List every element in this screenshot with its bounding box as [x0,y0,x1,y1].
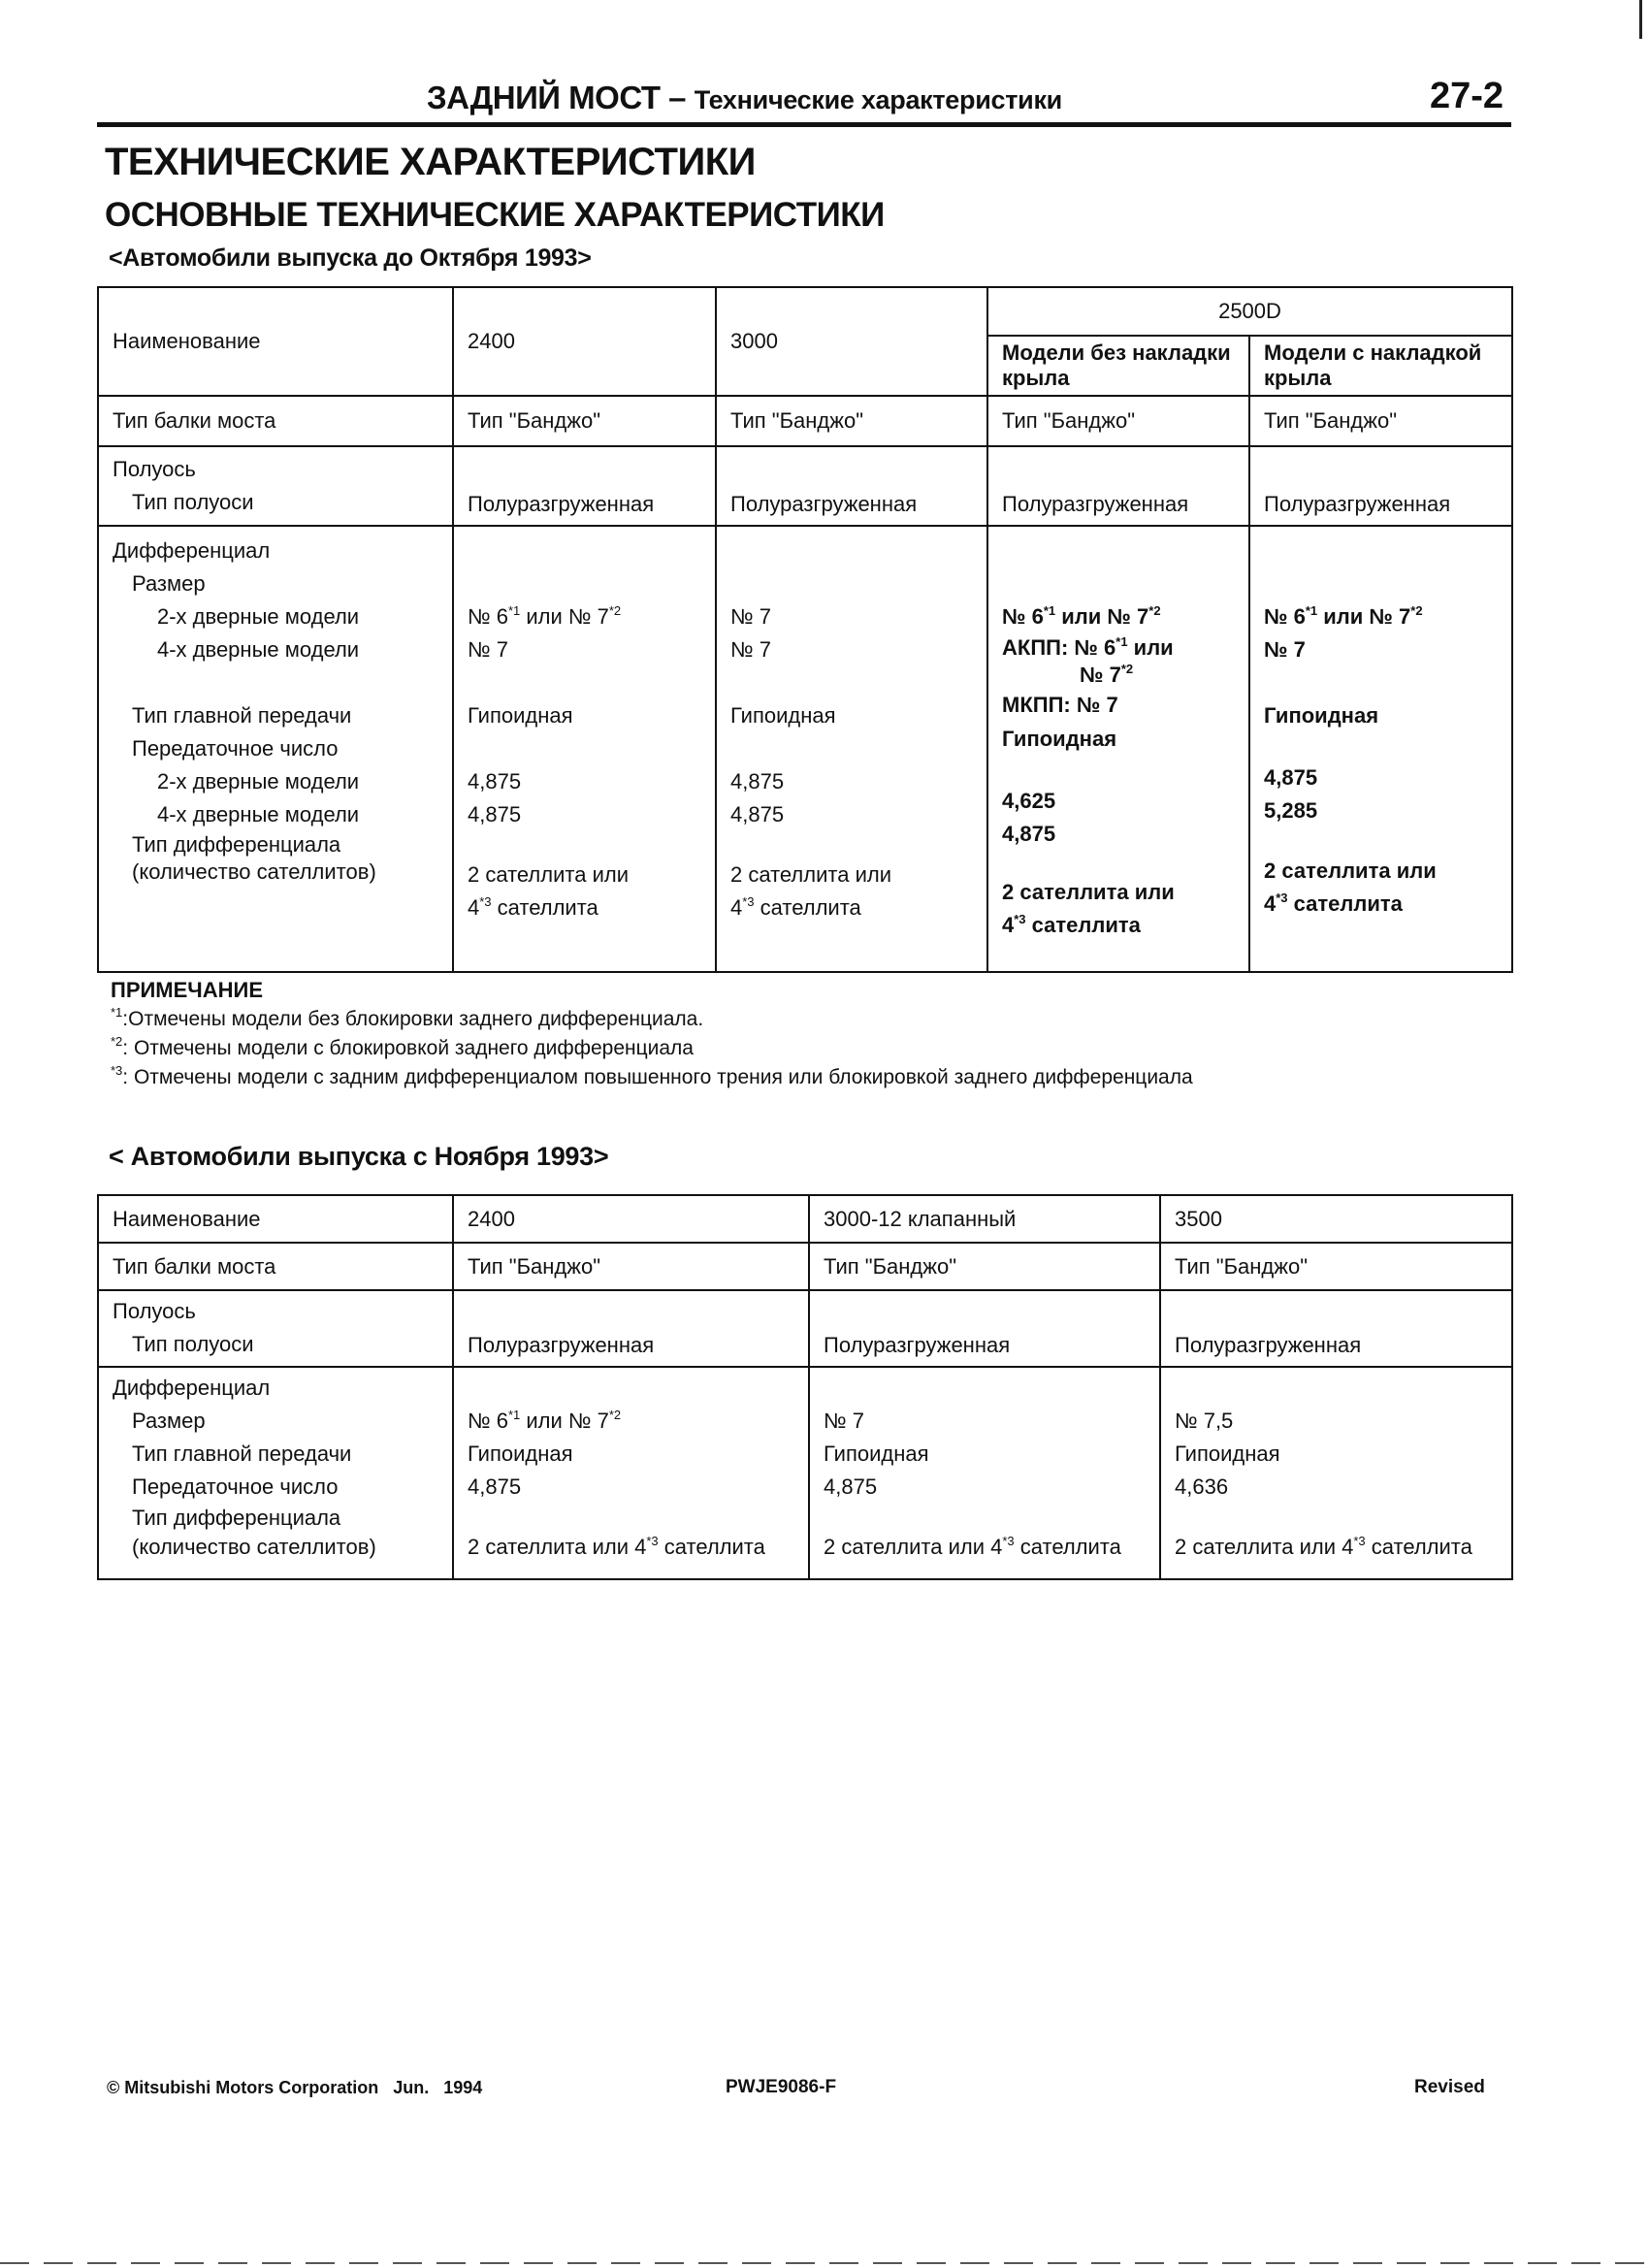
footer-doc-code: PWJE9086-F [726,2077,837,2097]
cell-2500d-no-flare-axle-type: Тип "Банджо" [987,396,1249,446]
cell-2400-differential: № 6$^{*1}$ или № 7$^{*2}$ Гипоидная 4,875 2 сателлита или 4$^{*3}$ сателлита [453,1367,809,1579]
label-final-drive: Тип главной передачи [132,1442,352,1466]
cell-3000-12v-axle-type: Тип "Банджо" [809,1243,1160,1290]
note-2: $^{*2}$: Отмечены модели с блокировкой заднего дифференциала [111,1034,694,1059]
footer-copyright: © Mitsubishi Motors Corporation Jun. 1994 [107,2078,483,2097]
cell-2400-axle-type: Тип "Банджо" [453,396,716,446]
label-differential: Дифференциал [113,538,271,563]
label-ratio-two-door: 2-х дверные модели [157,769,360,794]
cell-2400-differential: № 6$^{*1}$ или № 7$^{*2}$ № 7 Гипоидная 4,875 4,875 2 сателлита или 4$^{*3}$ сателлита [453,526,716,972]
page-title: ТЕХНИЧЕСКИЕ ХАРАКТЕРИСТИКИ [105,141,756,183]
label-size-two-door: 2-х дверные модели [157,604,360,629]
header-2400: 2400 [453,1195,809,1243]
subsection-title: Технические характеристики [694,85,1062,114]
label-half-shaft-group [98,1290,453,1367]
header-dash: – [660,80,695,115]
cell-2400-half-shaft: Полуразгруженная [453,1290,809,1367]
cell-3000-axle-type: Тип "Банджо" [716,396,987,446]
cell-3000-differential: № 7 № 7 Гипоидная 4,875 4,875 2 сателлита или 4$^{*3}$ сателлита [716,526,987,972]
header-divider [97,122,1511,127]
header-3000: 3000 [716,287,987,396]
cell-2500d-flare-axle-type: Тип "Банджо" [1249,396,1512,446]
scan-bottom-edge [0,2262,1649,2264]
label-final-drive: Тип главной передачи [132,703,352,728]
footer-revision-status: Revised [1414,2077,1485,2097]
header-2500d-flare: Модели с накладкой крыла [1249,336,1512,396]
label-ratio-four-door: 4-х дверные модели [157,802,360,826]
label-size-four-door: 4-х дверные модели [157,637,360,662]
cell-2500d-flare-half-shaft: Полуразгруженная [1249,446,1512,526]
label-half-shaft-type: Тип полуоси [132,1332,254,1356]
label-size: Размер [132,1409,206,1433]
cell-3500-axle-type: Тип "Банджо" [1160,1243,1512,1290]
header-3500: 3500 [1160,1195,1512,1243]
label-diff-type-note: (количество сателлитов) [132,859,376,884]
period-heading-before-oct-1993: <Автомобили выпуска до Октября 1993> [109,244,592,272]
note-1: $^{*1}$:Отмечены модели без блокировки заднего дифференциала. [111,1005,704,1030]
label-gear-ratio: Передаточное число [132,1474,339,1499]
header-name: Наименование [98,1195,453,1243]
cell-2500d-no-flare-differential: № 6$^{*1}$ или № 7$^{*2}$ АКПП: № 6$^{*1}$ или № 7$^{*2}$ МКПП: № 7 Гипоидная 4,625 4,875 2 сателлита или 4$^{*3}$ сателлита [987,526,1249,972]
section-title: ЗАДНИЙ МОСТ [427,80,661,115]
cell-2400-axle-type: Тип "Банджо" [453,1243,809,1290]
label-differential-group [98,1367,453,1579]
notes-block [111,976,1193,1092]
spec-table-from-nov-1993 [97,1194,1513,1580]
running-header [427,80,1397,118]
notes-title: ПРИМЕЧАНИЕ [111,978,264,1002]
label-diff-type-note: (количество сателлитов) [132,1535,376,1559]
label-differential-group [98,526,453,972]
label-diff-type: Тип дифференциала [132,1506,341,1530]
scan-edge-mark [1639,0,1642,39]
page-subtitle: ОСНОВНЫЕ ТЕХНИЧЕСКИЕ ХАРАКТЕРИСТИКИ [105,196,885,234]
label-gear-ratio: Передаточное число [132,736,339,761]
label-diff-type: Тип дифференциала [132,832,341,857]
label-half-shaft-group [98,446,453,526]
period-heading-from-nov-1993: < Автомобили выпуска с Ноября 1993> [109,1142,609,1171]
label-axle-type: Тип балки моста [98,396,453,446]
header-2500d-no-flare: Модели без накладки крыла [987,336,1249,396]
cell-3000-12v-differential: № 7 Гипоидная 4,875 2 сателлита или 4$^{*3}$ сателлита [809,1367,1160,1579]
cell-3000-12v-half-shaft: Полуразгруженная [809,1290,1160,1367]
cell-3500-differential: № 7,5 Гипоидная 4,636 2 сателлита или 4$^{*3}$ сателлита [1160,1367,1512,1579]
header-2400: 2400 [453,287,716,396]
cell-3500-half-shaft: Полуразгруженная [1160,1290,1512,1367]
label-half-shaft: Полуось [113,457,196,481]
cell-3000-half-shaft: Полуразгруженная [716,446,987,526]
cell-2500d-flare-differential: № 6$^{*1}$ или № 7$^{*2}$ № 7 Гипоидная 4,875 5,285 2 сателлита или 4$^{*3}$ сателлита [1249,526,1512,972]
note-3: $^{*3}$: Отмечены модели с задним дифференциалом повышенного трения или блокировкой заднего дифференциала [111,1063,1193,1088]
header-3000-12v: 3000-12 клапанный [809,1195,1160,1243]
header-2500d: 2500D [987,287,1512,336]
label-differential: Дифференциал [113,1376,271,1400]
label-size: Размер [132,571,206,596]
spec-table-before-oct-1993 [97,286,1513,973]
label-half-shaft: Полуось [113,1299,196,1323]
label-half-shaft-type: Тип полуоси [132,490,254,514]
header-name: Наименование [98,287,453,396]
cell-2400-half-shaft: Полуразгруженная [453,446,716,526]
label-axle-type: Тип балки моста [98,1243,453,1290]
cell-2500d-no-flare-half-shaft: Полуразгруженная [987,446,1249,526]
page-number: 27-2 [1429,76,1504,116]
